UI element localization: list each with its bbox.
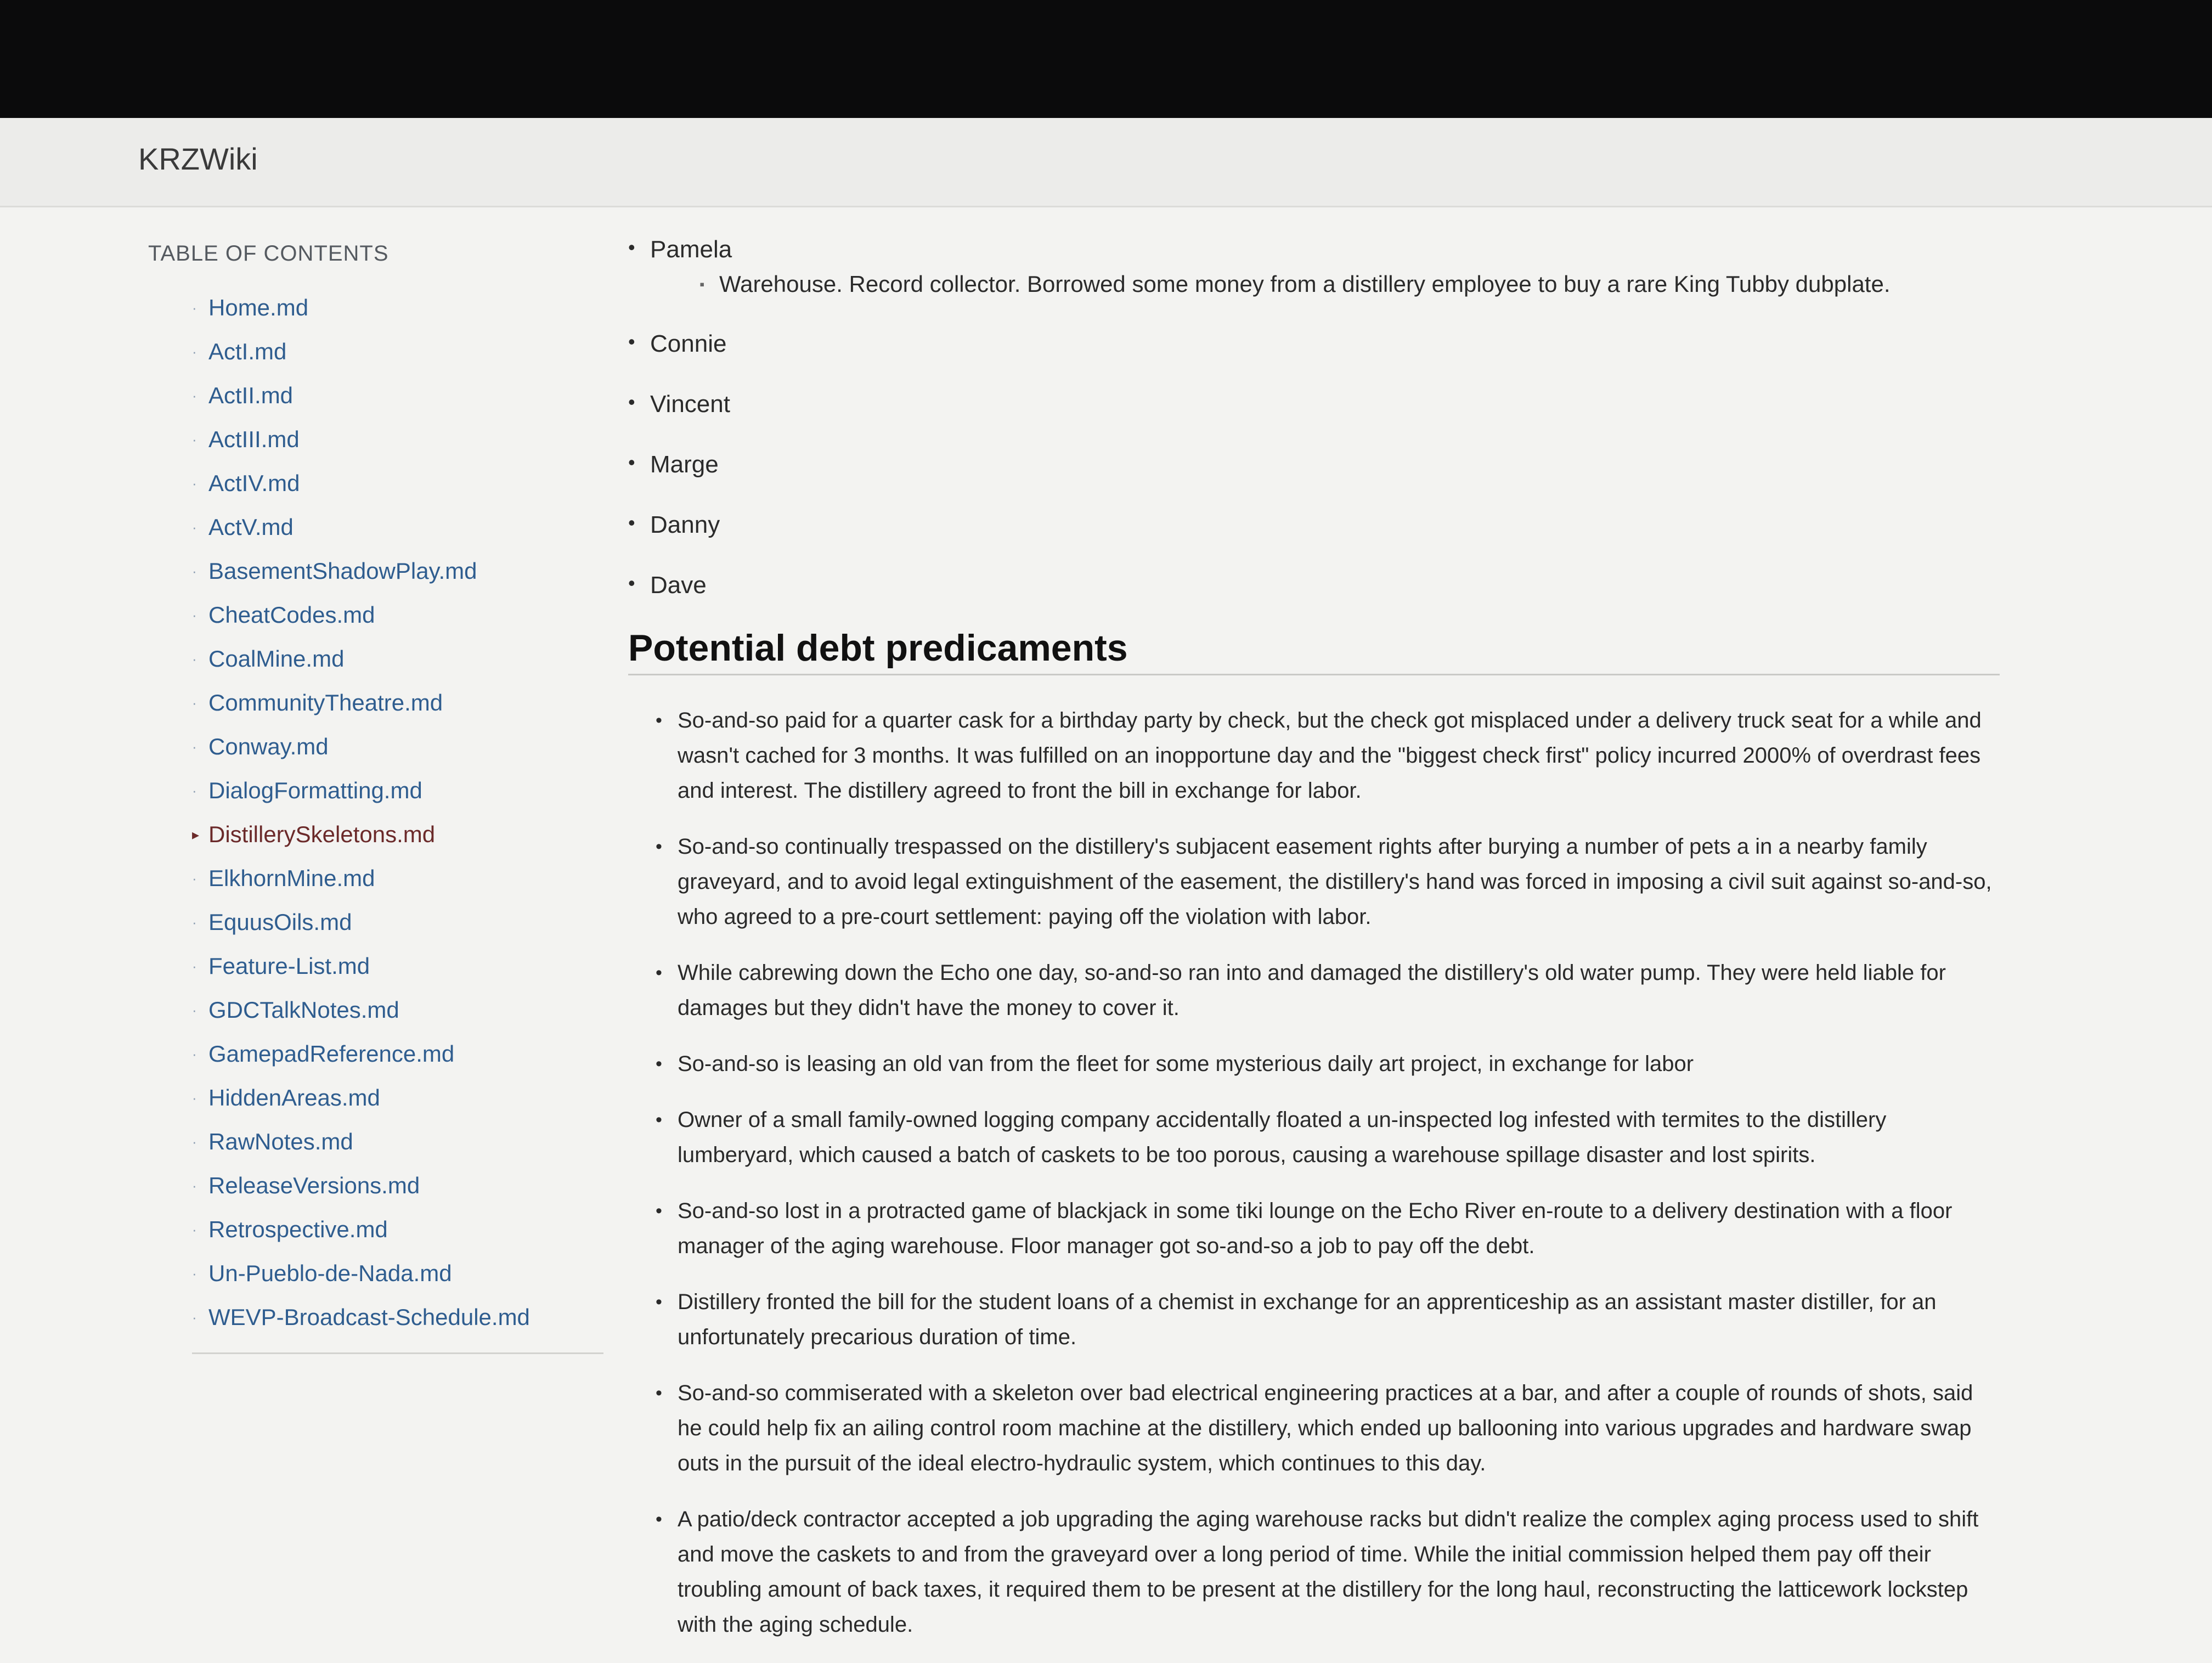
character-name: Connie <box>650 330 727 357</box>
character-name: Marge <box>650 451 719 478</box>
toc-link[interactable]: ActI.md <box>208 339 287 364</box>
debt-item: • So-and-so lost in a protracted game of blackjack in some tiki lounge on the Echo River en-route to a delivery destination with a floor manager of the aging warehouse. Floor manager got so-and-so a job to pay off the debt. <box>656 1193 2000 1264</box>
toc-link[interactable]: DialogFormatting.md <box>208 777 422 803</box>
bullet-icon: · <box>192 914 197 931</box>
character-note: ▪ Warehouse. Record collector. Borrowed some money from a distillery employee to buy a rare King Tubby dubplate. <box>699 271 2000 297</box>
toc-link[interactable]: WEVP-Broadcast-Schedule.md <box>208 1304 530 1330</box>
bullet-icon: · <box>192 387 197 404</box>
bullet-icon: · <box>192 1177 197 1194</box>
toc-item[interactable] <box>192 549 603 593</box>
toc-item[interactable] <box>192 461 603 505</box>
toc-link[interactable]: Home.md <box>208 295 309 320</box>
bullet-icon: · <box>192 299 197 316</box>
bullet-icon: · <box>192 1001 197 1018</box>
toc-link[interactable]: BasementShadowPlay.md <box>208 558 477 584</box>
main-content <box>628 236 2000 1663</box>
toc-link[interactable]: GDCTalkNotes.md <box>208 997 399 1023</box>
toc-link[interactable]: Feature-List.md <box>208 953 370 979</box>
bullet-icon: · <box>192 870 197 887</box>
toc-item[interactable] <box>192 856 603 900</box>
toc-link[interactable]: ElkhornMine.md <box>208 865 375 891</box>
toc-title: TABLE OF CONTENTS <box>148 241 389 266</box>
toc-link[interactable]: Un-Pueblo-de-Nada.md <box>208 1260 452 1286</box>
toc-link[interactable]: ActIV.md <box>208 470 300 496</box>
toc-item[interactable] <box>192 1208 603 1252</box>
character-name: Pamela <box>650 236 732 263</box>
character-item <box>628 572 2000 599</box>
toc-item[interactable] <box>192 1120 603 1164</box>
toc-item[interactable] <box>192 900 603 944</box>
character-item <box>628 511 2000 539</box>
character-name: Dave <box>650 572 707 599</box>
bullet-icon: · <box>192 562 197 579</box>
toc-item[interactable] <box>192 988 603 1032</box>
toc-item[interactable] <box>192 1295 603 1339</box>
bullet-icon: · <box>192 1265 197 1282</box>
toc-list <box>192 286 603 1354</box>
toc-link[interactable]: ActII.md <box>208 382 294 408</box>
toc-item[interactable] <box>192 1032 603 1076</box>
debt-list <box>628 703 2000 1642</box>
bullet-icon: · <box>192 1089 197 1106</box>
section-heading: Potential debt predicaments <box>628 627 2000 675</box>
bullet-icon: · <box>192 343 197 360</box>
debt-item: • Distillery fronted the bill for the student loans of a chemist in exchange for an apprenticeship as an assistant master distiller, for an unfortunately precarious duration of time. <box>656 1284 2000 1355</box>
bullet-icon: · <box>192 650 197 667</box>
bullet-icon: · <box>192 431 197 448</box>
toc-item[interactable] <box>192 1076 603 1120</box>
character-item <box>628 236 2000 297</box>
debt-item: • A patio/deck contractor accepted a job upgrading the aging warehouse racks but didn't realize the complex aging process used to shift and move the caskets to and from the graveyard over a long period of time. While the initial commission helped them pay off their troubling amount of back taxes, it required them to be present at the distillery for the long haul, reconstructing the latticework lockstep with the aging schedule. <box>656 1502 2000 1642</box>
toc-link[interactable]: CommunityTheatre.md <box>208 690 443 715</box>
debt-item: • So-and-so continually trespassed on the distillery's subjacent easement rights after burying a number of pets a in a nearby family graveyard, and to avoid legal extinguishment of the easement, the distillery's hand was forced in imposing a civil suit against so-and-so, who agreed to a pre-court settlement: paying off the violation with labor. <box>656 829 2000 934</box>
bullet-icon: · <box>192 518 197 535</box>
debt-item: • So-and-so commiserated with a skeleton over bad electrical engineering practices at a bar, and after a couple of rounds of shots, said he could help fix an ailing control room machine at the distillery, which ended up ballooning into various upgrades and hardware swap outs in the pursuit of the ideal electro-hydraulic system, which continues to this day. <box>656 1376 2000 1481</box>
toc-item[interactable] <box>192 769 603 813</box>
toc-item[interactable] <box>192 330 603 374</box>
bullet-icon: · <box>192 738 197 755</box>
bullet-icon: · <box>192 475 197 492</box>
toc-item[interactable] <box>192 944 603 988</box>
toc-item[interactable] <box>192 286 603 330</box>
bullet-icon: · <box>192 782 197 799</box>
toc-item[interactable] <box>192 1164 603 1208</box>
character-item <box>628 330 2000 358</box>
monitor-bezel <box>0 0 2212 118</box>
toc-item[interactable] <box>192 505 603 549</box>
toc-item[interactable] <box>192 813 603 856</box>
character-item <box>628 391 2000 418</box>
toc-item[interactable] <box>192 681 603 725</box>
character-name: Vincent <box>650 391 730 418</box>
toc-item[interactable] <box>192 637 603 681</box>
bullet-icon: · <box>192 1045 197 1062</box>
toc-link[interactable]: CoalMine.md <box>208 646 345 672</box>
toc-link[interactable]: Retrospective.md <box>208 1216 388 1242</box>
bullet-icon: · <box>192 957 197 974</box>
toc-link[interactable]: ReleaseVersions.md <box>208 1172 420 1198</box>
debt-item: • While cabrewing down the Echo one day, so-and-so ran into and damaged the distillery's old water pump. They were held liable for damages but they didn't have the money to cover it. <box>656 955 2000 1025</box>
toc-link[interactable]: HiddenAreas.md <box>208 1085 380 1110</box>
toc-link[interactable]: ActV.md <box>208 514 294 540</box>
debt-item: • Owner of a small family-owned logging company accidentally floated a un-inspected log infested with termites to the distillery lumberyard, which caused a batch of caskets to be too porous, causing a warehouse spillage disaster and lost spirits. <box>656 1102 2000 1172</box>
top-navbar <box>0 118 2212 207</box>
toc-item[interactable] <box>192 1252 603 1295</box>
bullet-icon: · <box>192 694 197 711</box>
toc-link[interactable]: CheatCodes.md <box>208 602 375 628</box>
debt-item: • So-and-so paid for a quarter cask for a birthday party by check, but the check got misplaced under a delivery truck seat for a while and wasn't cached for 3 months. It was fulfilled on an inopportune day and the "biggest check first" policy incurred 2000% of overdrast fees and interest. The distillery agreed to front the bill in exchange for labor. <box>656 703 2000 808</box>
sidebar <box>148 241 587 1354</box>
toc-link[interactable]: DistillerySkeletons.md <box>208 821 436 847</box>
toc-item[interactable] <box>192 374 603 418</box>
toc-link[interactable]: GamepadReference.md <box>208 1041 455 1067</box>
character-item <box>628 451 2000 478</box>
toc-link[interactable]: RawNotes.md <box>208 1129 353 1154</box>
toc-link[interactable]: Conway.md <box>208 734 329 759</box>
toc-link[interactable]: EquusOils.md <box>208 909 352 935</box>
character-list <box>628 236 2000 599</box>
character-name: Danny <box>650 511 720 538</box>
bullet-icon: · <box>192 606 197 623</box>
debt-item: • So-and-so is leasing an old van from the fleet for some mysterious daily art project, in exchange for labor <box>656 1046 2000 1081</box>
toc-item[interactable] <box>192 593 603 637</box>
toc-item[interactable] <box>192 418 603 461</box>
active-marker-icon: ▸ <box>192 826 200 843</box>
site-brand[interactable]: KRZWiki <box>138 142 258 176</box>
toc-item[interactable] <box>192 725 603 769</box>
toc-link[interactable]: ActIII.md <box>208 426 300 452</box>
bullet-icon: · <box>192 1133 197 1150</box>
bullet-icon: · <box>192 1221 197 1238</box>
character-notes <box>650 271 2000 297</box>
bullet-icon: · <box>192 1309 197 1326</box>
